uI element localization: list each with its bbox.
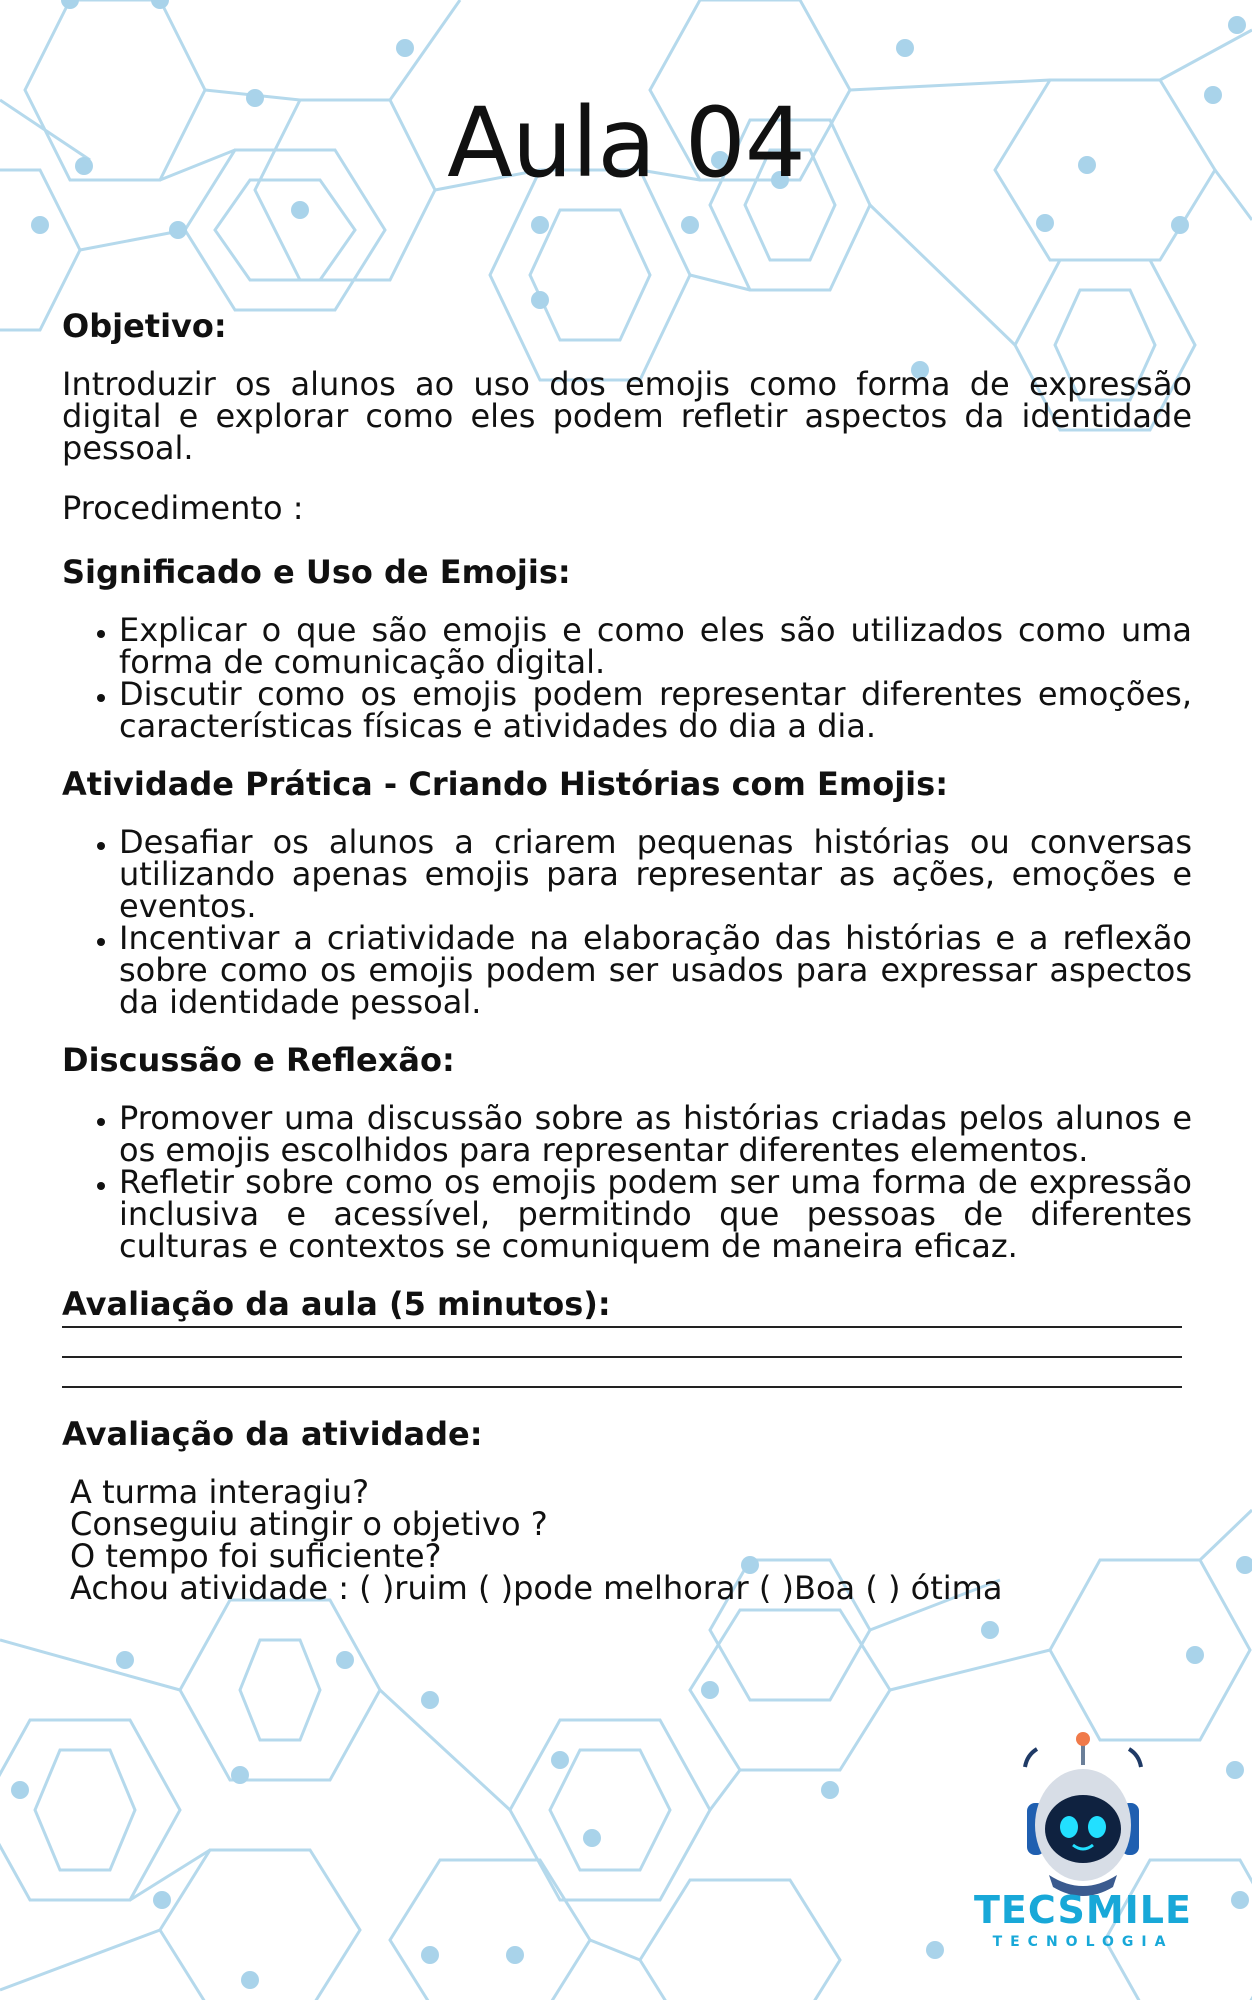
answer-line — [62, 1386, 1182, 1388]
evaluation-question: A turma interagiu? — [70, 1473, 370, 1511]
bullet-list — [62, 823, 1192, 1021]
class-evaluation-heading: Avaliação da aula (5 minutos): — [62, 1285, 611, 1323]
list-item: • Discutir como os emojis podem representar diferentes emoções, características físicas e atividades do dia a dia. — [119, 678, 1192, 742]
lesson-body — [62, 300, 1192, 1607]
evaluation-question: Conseguiu atingir o objetivo ? — [70, 1505, 548, 1543]
activity-evaluation-heading: Avaliação da atividade: — [62, 1415, 483, 1453]
bullet-list — [62, 611, 1192, 745]
brand-tagline: TECNOLOGIA — [992, 1934, 1174, 1950]
section-heading-practical-activity: Atividade Prática - Criando Histórias com Emojis: — [62, 765, 948, 803]
list-item: • Desafiar os alunos a criarem pequenas histórias ou conversas utilizando apenas emojis para representar as ações, emoções e eventos. — [119, 826, 1192, 922]
section-heading-discussion: Discussão e Reflexão: — [62, 1041, 455, 1079]
bullet-list — [62, 1099, 1192, 1265]
list-item: • Refletir sobre como os emojis podem ser uma forma de expressão inclusiva e acessível, permitindo que pessoas de diferentes culturas e contextos se comuniquem de maneira eficaz. — [119, 1166, 1192, 1262]
procedure-label: Procedimento : — [62, 489, 304, 527]
section-heading-emoji-meaning: Significado e Uso de Emojis: — [62, 553, 571, 591]
page-title: Aula 04 — [447, 87, 805, 199]
list-item: • Incentivar a criatividade na elaboração das histórias e a reflexão sobre como os emojis podem ser usados para expressar aspectos da identidade pessoal. — [119, 922, 1192, 1018]
evaluation-question: O tempo foi suficiente? — [70, 1537, 442, 1575]
evaluation-question: Achou atividade : ( )ruim ( )pode melhorar ( )Boa ( ) ótima — [70, 1569, 1003, 1607]
brand-name: TECSMILE — [974, 1888, 1192, 1932]
evaluation-questions — [62, 1473, 1192, 1607]
answer-lines — [62, 1326, 1192, 1388]
answer-line — [62, 1356, 1182, 1358]
list-item: • Promover uma discussão sobre as histórias criadas pelos alunos e os emojis escolhidos para representar diferentes elementos. — [119, 1102, 1192, 1166]
objective-heading: Objetivo: — [62, 307, 227, 345]
list-item: • Explicar o que são emojis e como eles são utilizados como uma forma de comunicação digital. — [119, 614, 1192, 678]
objective-text: Introduzir os alunos ao uso dos emojis como forma de expressão digital e explorar como eles podem refletir aspectos da identidade pessoal. — [62, 365, 1192, 467]
answer-line — [62, 1326, 1182, 1328]
